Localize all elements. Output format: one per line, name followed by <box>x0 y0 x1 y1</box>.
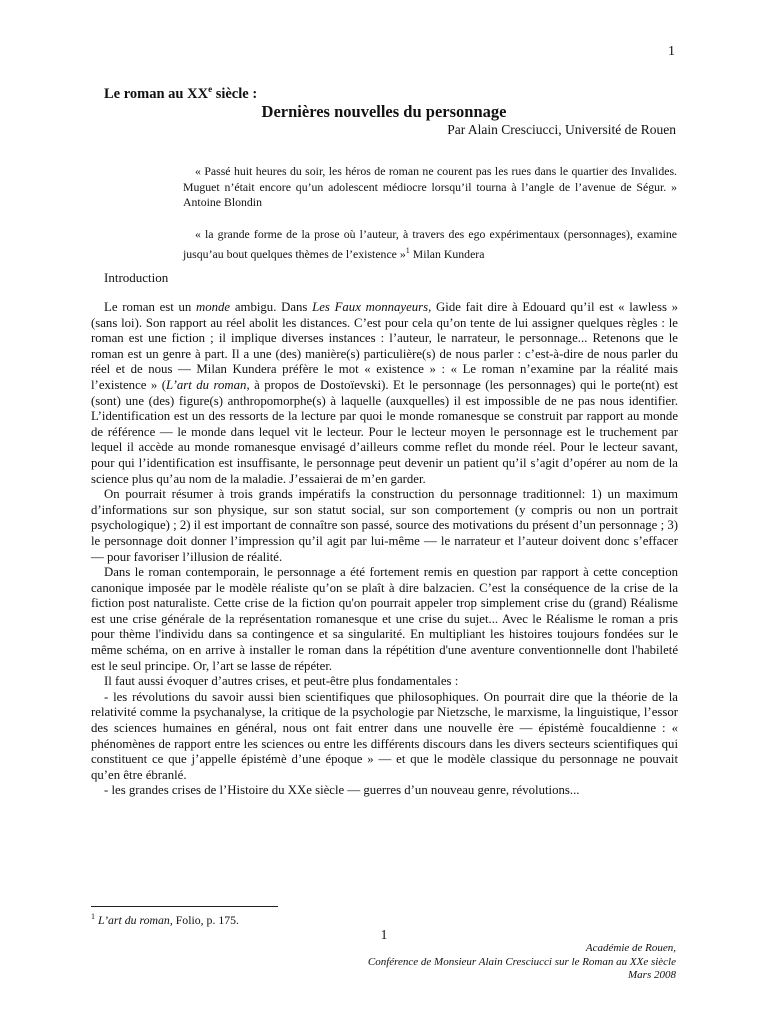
paragraph-4: Il faut aussi évoquer d’autres crises, et peut-être plus fondamentales : <box>104 674 459 689</box>
page-number-top: 1 <box>668 44 675 59</box>
author-line: Par Alain Cresciucci, Université de Rouen <box>447 122 676 137</box>
footer-line-3: Mars 2008 <box>628 969 676 981</box>
page-footer <box>276 942 676 983</box>
epigraph-attribution: Milan Kundera <box>409 246 485 261</box>
body-text <box>91 300 678 799</box>
footnote-marker: 1 <box>91 912 95 921</box>
footer-line-2: Conférence de Monsieur Alain Cresciucci sur le Roman au XXe siècle <box>367 955 676 968</box>
epigraph-kundera <box>183 227 677 262</box>
epigraph-text: « Passé huit heures du soir, les héros de roman ne courent pas les rues dans le quartier des Invalides. Muguet n’était encore qu’un adolescent médiocre lorsqu’il tourna à l’angle de l’avenue de Ségur. » Antoine Blondin <box>183 164 677 209</box>
footnote-title: L’art du roman <box>97 912 170 927</box>
footnote-ref[interactable]: 1 <box>405 245 410 255</box>
section-heading: Introduction <box>104 270 169 285</box>
paragraph-2: On pourrait résumer à trois grands impératifs la construction du personnage traditionnel: 1) un maximum d’informations sur son physique, sur son statut social, sur son comportement (y compris ou non un portrait psychologique) ; 2) il est important de connaître son passé, source des motivations du présent d’un personnage ; 3) le personnage doit donner l’impression qu’il agit par lui-même — le narrateur et l’auteur doivent donc s’effacer — pour favoriser l’illusion de réalité. <box>91 487 678 564</box>
paragraph-3: Dans le roman contemporain, le personnage a été fortement remis en question par rapport à cette conception canonique imposée par le modèle réaliste qu’on se plaît à dire balzacien. C’est la conséquence de la crise de la fiction post naturaliste. Cette crise de la fiction qu'on pourrait appeler trop simplement crise du (grand) Réalisme est une crise générale de la représentation romanesque et une crise du sujet... Avec le Réalisme le roman a pris pour thème l'individu dans sa contingence et sa singularité. En multipliant les histoires toujours fondées sur le même schéma, on en arrive à installer le roman dans la répétition d'une aventure conventionnelle dont l'habileté est le seul principe. Or, l’art se lasse de répéter. <box>91 565 678 673</box>
epigraph-text: « la grande forme de la prose où l’auteur, à travers des ego expérimentaux (personnages), examine jusqu’au bout quelques thèmes de l’existence » <box>183 227 677 261</box>
italic-book-title: Les Faux monnayeurs <box>312 300 429 314</box>
title-prefix: Le roman au XX <box>104 85 209 102</box>
footnote <box>91 912 239 928</box>
title-superscript: e <box>208 84 213 94</box>
italic-term: monde <box>196 300 231 314</box>
document-title-line2: Dernières nouvelles du personnage <box>261 102 507 121</box>
title-suffix: siècle : <box>212 85 258 102</box>
footer-line-1: Académie de Rouen, <box>585 942 676 954</box>
paragraph-5: - les révolutions du savoir aussi bien scientifiques que philosophiques. On pourrait dire que la théorie de la relativité comme la psychanalyse, la critique de la psychologie par Nietzsche, le marxisme, la linguistique, l’essor des sciences humaines en général, nous ont fait entrer dans une nouvelle ère — épistémè foucaldienne : « phénomènes de rapport entre les sciences ou entre les différents discours dans les divers secteurs scientifiques qui constituent ce que j’appelle épistémè d’une époque » — et que le modèle classique du personnage ne pouvait qu’en être ébranlé. <box>91 689 678 782</box>
page-number-bottom: 1 <box>380 927 388 942</box>
paragraph-1: Le roman est un monde ambigu. Dans Les Faux monnayeurs, Gide fait dire à Edouard qu’il est « lawless » (sans loi). Son rapport au réel abolit les distances. C’est pour cela qu’on tente de lui assigner quelques règles : le roman est une fiction ; il implique diverses instances : l’auteur, le narrateur, le personnage... Retenons que le roman est un genre à part. Il a une (des) manière(s) particulière(s) de nous parler : c’est-à-dire de nous parler du réel et de nous — Milan Kundera préfère le mot « existence » : « Le roman n’examine par la réalité mais l’existence » (L’art du roman, à propos de Dostoïevski). Et le personnage (les personnages) qui le porte(nt) est (sont) une (des) figure(s) anthropomorphe(s) à laquelle (auxquelles) il est impossible de ne pas nous identifier. L’identification est un des ressorts de la lecture par quoi le monde romanesque se construit par rapport au monde de référence — le monde dans lequel vit le lecteur. Pour le lecteur moyen le personnage est le truchement par lequel il accède au monde romanesque envisagé d’ailleurs comme reflet du monde réel. Pour le lecteur savant, pour qui l’identification est insuffisante, le personnage peut devenir un patient qu’il s’agit d’opérer au nom de la science plus qu’au nom de la maladie. J’essaierai de m’en garder. <box>91 300 679 486</box>
epigraph-blondin <box>183 164 677 211</box>
footnote-rest: , Folio, p. 175. <box>169 912 239 927</box>
document-title-line1 <box>104 84 257 103</box>
italic-book-title: L’art du roman <box>165 377 247 392</box>
paragraph-6: - les grandes crises de l’Histoire du XXe siècle — guerres d’un nouveau genre, révolutions... <box>104 783 580 798</box>
footnote-divider <box>91 906 278 907</box>
